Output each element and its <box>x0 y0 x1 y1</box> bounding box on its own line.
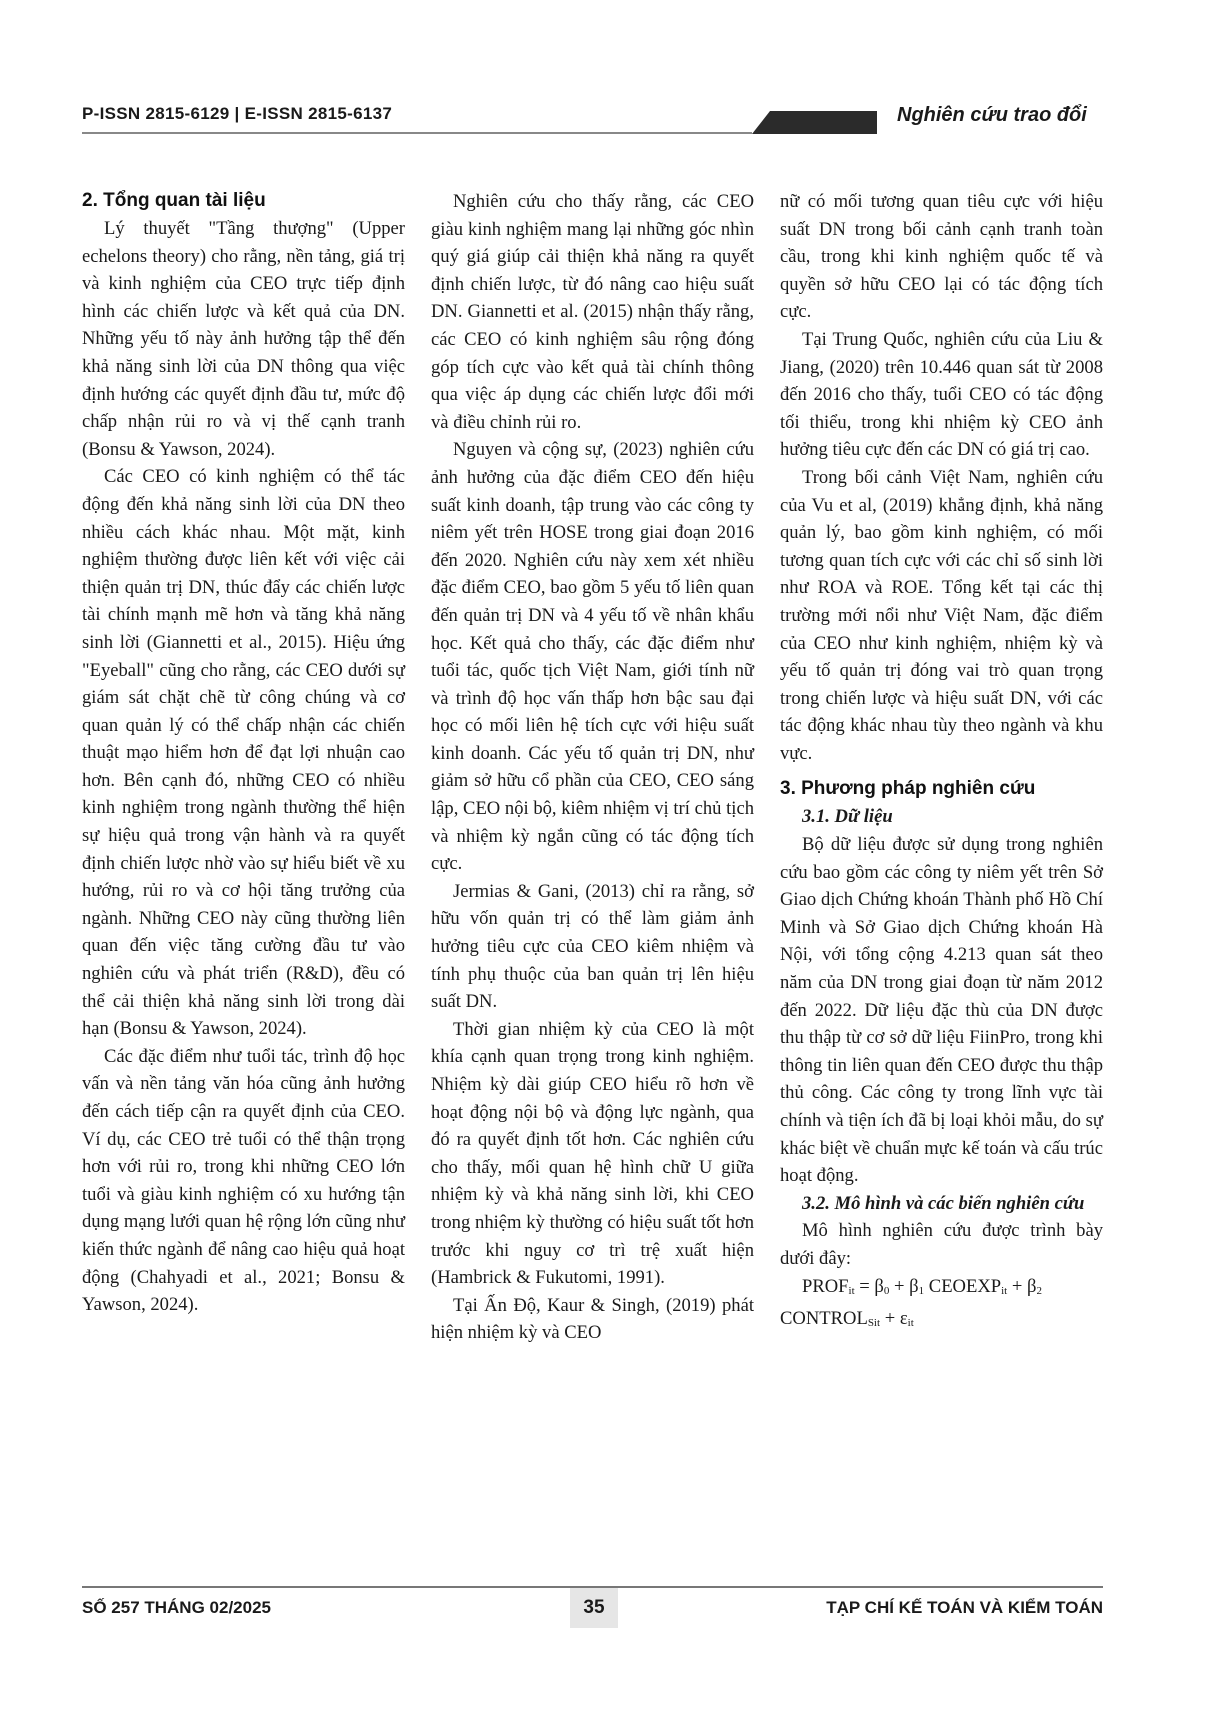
paragraph: Tại Ấn Độ, Kaur & Singh, (2019) phát hiện nhiệm kỳ và CEO <box>431 1294 754 1344</box>
subsection-heading-model: 3.2. Mô hình và các biến nghiên cứu <box>802 1192 1085 1214</box>
paragraph: Lý thuyết "Tầng thượng" (Upper echelons theory) cho rằng, nền tảng, giá trị và kinh nghiệm của CEO trực tiếp định hình các chiến lược và kết quả của DN. Những yếu tố này ảnh hưởng tập thể đến khả năng sinh lời của DN thông qua việc định hướng các quyết định đầu tư, mức độ chấp nhận rủi ro và vị thế cạnh tranh (Bonsu & Yawson, 2024). <box>82 218 405 460</box>
formula-term: CONTROL <box>780 1308 868 1330</box>
section-heading-methods: 3. Phương pháp nghiên cứu <box>780 778 1036 800</box>
paragraph: nữ có mối tương quan tiêu cực với hiệu suất DN trong bối cảnh cạnh tranh toàn cầu, trong khi kinh nghiệm quốc tế và quyền sở hữu CEO lại có tác động tích cực. <box>780 191 1103 323</box>
formula-subscript: 2 <box>1036 1284 1042 1297</box>
column-1 <box>82 188 405 1319</box>
formula-term: + β <box>1007 1275 1037 1297</box>
page-number: 35 <box>583 1597 605 1618</box>
issue-label: SỐ 257 THÁNG 02/2025 <box>82 1598 271 1617</box>
subsection-heading-data: 3.1. Dữ liệu <box>802 806 893 828</box>
paragraph: Jermias & Gani, (2013) chỉ ra rằng, sở hữu vốn quản trị có thể làm giảm ảnh hưởng tiêu cực của CEO kiêm nhiệm và tính phụ thuộc của ban quản trị lên hiệu suất DN. <box>431 880 754 1013</box>
paragraph: Trong bối cảnh Việt Nam, nghiên cứu của Vu et al, (2019) khẳng định, khả năng quản lý, bao gồm kinh nghiệm, có mối tương quan tích cực với các chỉ số sinh lời như ROA và ROE. Tổng kết tại các thị trường mới nổi như Việt Nam, đặc điểm của CEO như kinh nghiệm, nhiệm kỳ và yếu tố quản trị đóng vai trò quan trọng trong chiến lược và hiệu suất DN, với các tác động khác nhau tùy theo ngành và khu vực. <box>780 466 1103 764</box>
column-2 <box>431 188 754 1347</box>
formula-term: = β <box>854 1275 884 1297</box>
formula-term: CEOEXP <box>924 1275 1002 1297</box>
formula-term: + β <box>889 1275 919 1297</box>
header-rule <box>82 132 752 134</box>
formula-subscript: 0 <box>883 1284 890 1297</box>
paragraph: Nghiên cứu cho thấy rằng, các CEO giàu kinh nghiệm mang lại những góc nhìn quý giá giúp cải thiện khả năng ra quyết định chiến lược, từ đó nâng cao hiệu suất DN. Giannetti et al. (2015) nhận thấy rằng, các CEO có kinh nghiệm sâu rộng đóng góp tích cực vào kết quả tài chính thông qua việc áp dụng các chiến lược đổi mới và điều chỉnh rủi ro. <box>431 191 754 433</box>
header-section-tab <box>752 111 877 134</box>
issn-line: P-ISSN 2815-6129 | E-ISSN 2815-6137 <box>82 104 393 123</box>
page-header <box>0 0 1211 150</box>
column-3 <box>780 188 1103 1338</box>
formula-term: PROF <box>802 1275 849 1297</box>
journal-name: TẠP CHÍ KẾ TOÁN VÀ KIỂM TOÁN <box>826 1598 1103 1617</box>
formula-subscript: it <box>907 1317 914 1330</box>
paragraph: Các CEO có kinh nghiệm có thể tác động đến khả năng sinh lời của DN theo nhiều cách khác nhau. Một mặt, kinh nghiệm thường được liên kết với việc cải thiện quản trị DN, thúc đẩy các chiến lược tài chính mạnh mẽ hơn và tăng khả năng sinh lời (Giannetti et al., 2015). Hiệu ứng "Eyeball" cũng cho rằng, các CEO dưới sự giám sát chặt chẽ từ công chúng và cơ quan quản lý có thể chấp nhận các chiến thuật mạo hiểm hơn để đạt lợi nhuận cao hơn. Bên cạnh đó, những CEO có nhiều kinh nghiệm trong ngành thường thể hiện sự hiệu quả trong vận hành và ra quyết định chiến lược nhờ vào sự hiểu biết về xu hướng, rủi ro và cơ hội tăng trưởng của ngành. Những CEO này cũng thường liên quan đến việc tăng cường đầu tư vào nghiên cứu và phát triển (R&D), đều có thể cải thiện khả năng sinh lời trong dài hạn (Bonsu & Yawson, 2024). <box>82 466 405 1040</box>
formula-subscript: it <box>848 1284 855 1297</box>
paragraph: Thời gian nhiệm kỳ của CEO là một khía cạnh quan trọng trong kinh nghiệm. Nhiệm kỳ dài giúp CEO hiểu rõ hơn về hoạt động nội bộ và động lực ngành, qua đó ra quyết định tốt hơn. Các nghiên cứu cho thấy, mối quan hệ hình chữ U giữa nhiệm kỳ và khả năng sinh lời, khi CEO trong nhiệm kỳ thường có hiệu suất tốt hơn trước khi nguy cơ trì trệ xuất hiện (Hambrick & Fukutomi, 1991). <box>431 1018 754 1289</box>
formula-term: + ε <box>880 1308 908 1330</box>
section-heading-literature: 2. Tổng quan tài liệu <box>82 190 266 211</box>
paragraph: Các đặc điểm như tuổi tác, trình độ học vấn và nền tảng văn hóa cũng ảnh hưởng đến cách tiếp cận ra quyết định của CEO. Ví dụ, các CEO trẻ tuổi có thể thận trọng hơn với rủi ro, trong khi những CEO lớn tuổi và giàu kinh nghiệm có xu hướng tận dụng mạng lưới quan hệ rộng lớn cũng như kiến thức ngành để nâng cao hiệu quả hoạt động (Chahyadi et al., 2021; Bonsu & Yawson, 2024). <box>82 1045 405 1316</box>
model-formula <box>780 1273 1103 1338</box>
paragraph: Mô hình nghiên cứu được trình bày dưới đây: <box>780 1220 1103 1269</box>
paragraph: Tại Trung Quốc, nghiên cứu của Liu & Jiang, (2020) trên 10.446 quan sát từ 2008 đến 2016 cho thấy, tuổi CEO có tác động tối thiểu, trong khi nhiệm kỳ CEO ảnh hưởng tiêu cực đến các DN có giá trị cao. <box>780 328 1103 461</box>
paragraph: Nguyen và cộng sự, (2023) nghiên cứu ảnh hưởng của đặc điểm CEO đến hiệu suất kinh doanh, tập trung vào các công ty niêm yết trên HOSE trong giai đoạn 2016 đến 2020. Nghiên cứu này xem xét nhiều đặc điểm CEO, bao gồm 5 yếu tố liên quan đến quản trị DN và 4 yếu tố về nhân khẩu học. Kết quả cho thấy, các đặc điểm như tuổi tác, quốc tịch Việt Nam, giới tính nữ và trình độ học vấn thấp hơn bậc sau đại học có mối liên hệ tích cực với hiệu suất kinh doanh. Các yếu tố quản trị DN, như giảm sở hữu cổ phần của CEO, CEO sáng lập, CEO nội bộ, kiêm nhiệm vị trí chủ tịch và nhiệm kỳ ngắn cũng có tác động tích cực. <box>431 439 754 875</box>
formula-subscript: Sit <box>867 1317 881 1330</box>
page-number-box <box>570 1588 618 1628</box>
section-name: Nghiên cứu trao đổi <box>897 104 1087 126</box>
formula-subscript: it <box>1001 1284 1008 1297</box>
formula-subscript: 1 <box>918 1284 925 1297</box>
paragraph: Bộ dữ liệu được sử dụng trong nghiên cứu bao gồm các công ty niêm yết trên Sở Giao dịch Chứng khoán Thành phố Hồ Chí Minh và Sở Giao dịch Chứng khoán Hà Nội, với tổng cộng 4.213 quan sát theo năm của DN trong giai đoạn từ năm 2012 đến 2022. Dữ liệu đặc thù của DN được thu thập từ cơ sở dữ liệu FiinPro, trong khi thông tin liên quan đến CEO được thu thập thủ công. Các công ty trong lĩnh vực tài chính và tiện ích đã bị loại khỏi mẫu, do sự khác biệt về chuẩn mực kế toán và cấu trúc hoạt động. <box>780 834 1103 1187</box>
